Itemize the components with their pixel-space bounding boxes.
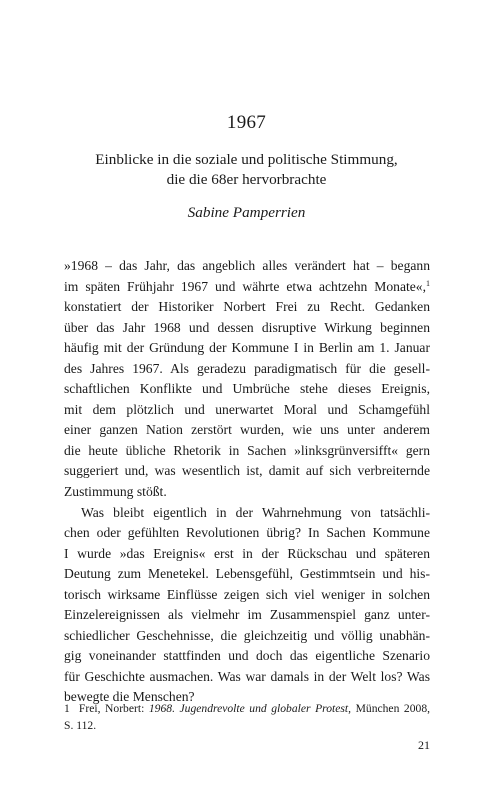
text-line: Zustimmung stößt. [64, 484, 167, 500]
body-text [64, 256, 430, 708]
text-line: torisch wirksame Einflüsse zeigen sich viel weniger in solchen [64, 586, 430, 602]
text-line: chen oder gefühlten Revolutionen übrig? In Sachen Kommune [64, 525, 430, 541]
footnote-book-title: 1968. Jugendrevolte und globaler Protest [148, 702, 349, 715]
text-line: Was bleibt eigentlich in der Wahrnehmung von tatsächli- [81, 504, 430, 520]
subtitle-line: Einblicke in die soziale und politische Stimmung, [95, 151, 398, 168]
page-number: 21 [418, 738, 430, 752]
footnote-author: Frei, Norbert: [78, 702, 145, 715]
text-line: schiedlicher Geschehnisse, die gleichzeitig und völlig unabhän- [64, 627, 430, 643]
footnote-line: S. 112. [64, 719, 97, 732]
text-line: konstatiert der Historiker Norbert Frei zu Recht. Gedanken [64, 299, 430, 315]
text-line: häufig mit der Gründung der Kommune I in Berlin am 1. Januar [64, 340, 430, 356]
text-line: des Jahres 1967. Als geradezu paradigmatisch für die gesell- [64, 360, 430, 376]
footnote [64, 700, 430, 734]
text-line: Deutung zum Menetekel. Lebensgefühl, Gestimmtsein und his- [64, 566, 430, 582]
text-line: »1968 – das Jahr, das angeblich alles verändert hat – begann [64, 258, 430, 273]
paragraph-2 [64, 503, 430, 708]
footnote-publication: , München 2008, [348, 702, 431, 715]
text-line: mit dem plötzlich und unerwartet Moral und Schamgefühl [64, 401, 430, 417]
text-line: gig voneinander stattfinden und doch das eigentliche Szenario [64, 648, 430, 664]
text-line: schaftlichen Konflikte und Umbrüche stehe dieses Ereignis, [64, 381, 430, 397]
footnote-line [64, 700, 430, 717]
footnote-number: 1 [64, 702, 70, 715]
paragraph-1 [64, 256, 430, 503]
text-line: suggeriert und, was wesentlich ist, damit auf sich verbreiternde [64, 463, 430, 479]
text-line [64, 277, 430, 298]
text-line: über das Jahr 1968 und dessen disruptive Wirkung beginnen [64, 319, 430, 335]
footnote-marker[interactable]: 1 [426, 278, 430, 288]
text-line: die heute übliche Rhetorik in Sachen »linksgrünversifft« gern [64, 442, 430, 458]
text-line: I wurde »das Ereignis« erst in der Rückschau und späteren [64, 545, 430, 561]
text-line: einer ganzen Nation zerstört wurden, wie uns unter anderem [64, 422, 430, 438]
text-line-content: im späten Frühjahr 1967 und währte etwa achtzehn Monate«, [64, 278, 426, 294]
chapter-title: 1967 [226, 112, 267, 133]
text-line: bewegte die Menschen? [64, 689, 195, 705]
text-line: Einzelereignissen als vielmehr im Zusammenspiel ganz unter- [64, 607, 430, 623]
chapter-author: Sabine Pamperrien [187, 204, 306, 221]
subtitle-line: die die 68er hervorbrachte [166, 171, 327, 188]
chapter-subtitle [0, 150, 493, 190]
text-line: für Geschichte ausmachen. Was war damals in der Welt los? Was [64, 668, 430, 684]
